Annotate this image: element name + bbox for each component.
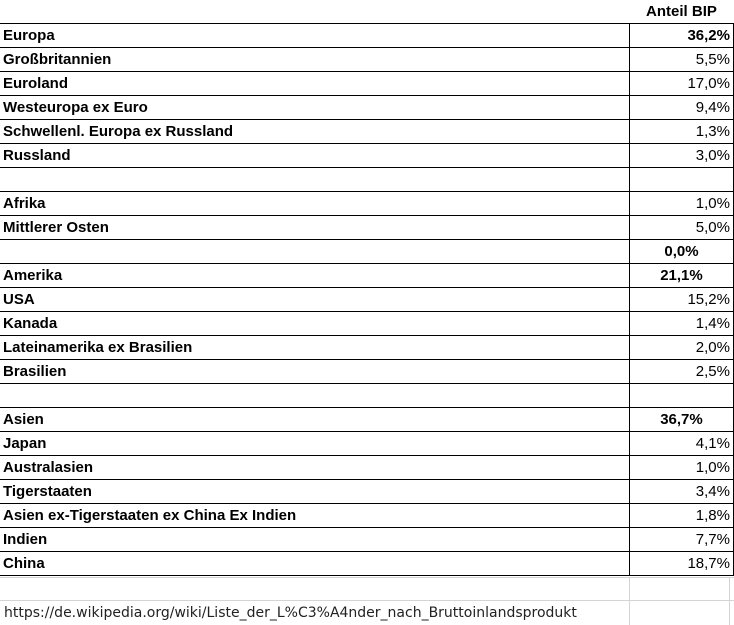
gdp-share-value-cell[interactable]: 1,0% [629,192,733,216]
table-row [0,528,734,552]
table-row [0,456,734,480]
table-row [0,504,734,528]
gdp-share-value-cell[interactable] [629,384,733,408]
table-row [0,408,734,432]
table-row [0,72,734,96]
gdp-share-value-cell[interactable]: 5,5% [629,48,733,72]
region-label-cell[interactable]: USA [0,288,629,312]
region-label-cell[interactable] [0,168,629,192]
gdp-share-value-cell[interactable]: 15,2% [629,288,733,312]
header-value-cell[interactable]: Anteil BIP [646,3,717,20]
gdp-share-value-cell[interactable]: 2,0% [629,336,733,360]
gdp-share-value-cell[interactable]: 0,0% [629,240,733,264]
table-row [0,384,734,408]
table-row [0,216,734,240]
gdp-share-value-cell[interactable]: 2,5% [629,360,733,384]
source-url-cell[interactable]: https://de.wikipedia.org/wiki/Liste_der_L%C3%A4nder_nach_Bruttoinlandsprodukt [0,600,734,625]
table-row [0,192,734,216]
gdp-share-value-cell[interactable]: 1,8% [629,504,733,528]
table-row [0,360,734,384]
table-row [0,480,734,504]
table-row [0,120,734,144]
gdp-share-value-cell[interactable]: 36,7% [629,408,733,432]
region-label-cell[interactable]: Schwellenl. Europa ex Russland [0,120,629,144]
region-label-cell[interactable]: Lateinamerika ex Brasilien [0,336,629,360]
table-row [0,96,734,120]
region-label-cell[interactable]: Amerika [0,264,629,288]
gdp-share-value-cell[interactable]: 3,0% [629,144,733,168]
gdp-share-value-cell[interactable]: 4,1% [629,432,733,456]
header-label-cell[interactable] [0,0,629,24]
region-label-cell[interactable]: Asien [0,408,629,432]
gdp-share-value-cell[interactable]: 18,7% [629,552,733,576]
table-row [0,24,734,48]
gdp-share-value-cell[interactable]: 1,4% [629,312,733,336]
region-label-cell[interactable] [0,384,629,408]
region-label-cell[interactable]: Tigerstaaten [0,480,629,504]
table-row [0,240,734,264]
table-row [0,312,734,336]
gdp-share-value-cell[interactable] [629,168,733,192]
table-row [0,144,734,168]
region-label-cell[interactable]: Japan [0,432,629,456]
region-label-cell[interactable] [0,240,629,264]
gdp-share-value-cell[interactable]: 1,0% [629,456,733,480]
gdp-share-value-cell[interactable]: 17,0% [629,72,733,96]
region-label-cell[interactable]: Kanada [0,312,629,336]
table-row [0,48,734,72]
region-label-cell[interactable]: Asien ex-Tigerstaaten ex China Ex Indien [0,504,629,528]
table-row [0,432,734,456]
table-row [0,288,734,312]
gdp-share-value-cell[interactable]: 7,7% [629,528,733,552]
region-label-cell[interactable]: Europa [0,24,629,48]
header-row [0,0,734,24]
region-label-cell[interactable]: Russland [0,144,629,168]
gridline [0,577,734,578]
region-label-cell[interactable]: Afrika [0,192,629,216]
gdp-share-value-cell[interactable]: 9,4% [629,96,733,120]
table-row [0,336,734,360]
gdp-share-value-cell[interactable]: 36,2% [629,24,733,48]
region-label-cell[interactable]: Indien [0,528,629,552]
region-label-cell[interactable]: Großbritannien [0,48,629,72]
gdp-share-value-cell[interactable]: 5,0% [629,216,733,240]
gdp-share-value-cell[interactable]: 3,4% [629,480,733,504]
gdp-share-value-cell[interactable]: 1,3% [629,120,733,144]
gdp-share-value-cell[interactable]: 21,1% [629,264,733,288]
table-row [0,264,734,288]
region-label-cell[interactable]: Australasien [0,456,629,480]
region-label-cell[interactable]: Brasilien [0,360,629,384]
region-label-cell[interactable]: China [0,552,629,576]
table-row [0,552,734,576]
table-row [0,168,734,192]
region-label-cell[interactable]: Euroland [0,72,629,96]
region-label-cell[interactable]: Mittlerer Osten [0,216,629,240]
region-label-cell[interactable]: Westeuropa ex Euro [0,96,629,120]
